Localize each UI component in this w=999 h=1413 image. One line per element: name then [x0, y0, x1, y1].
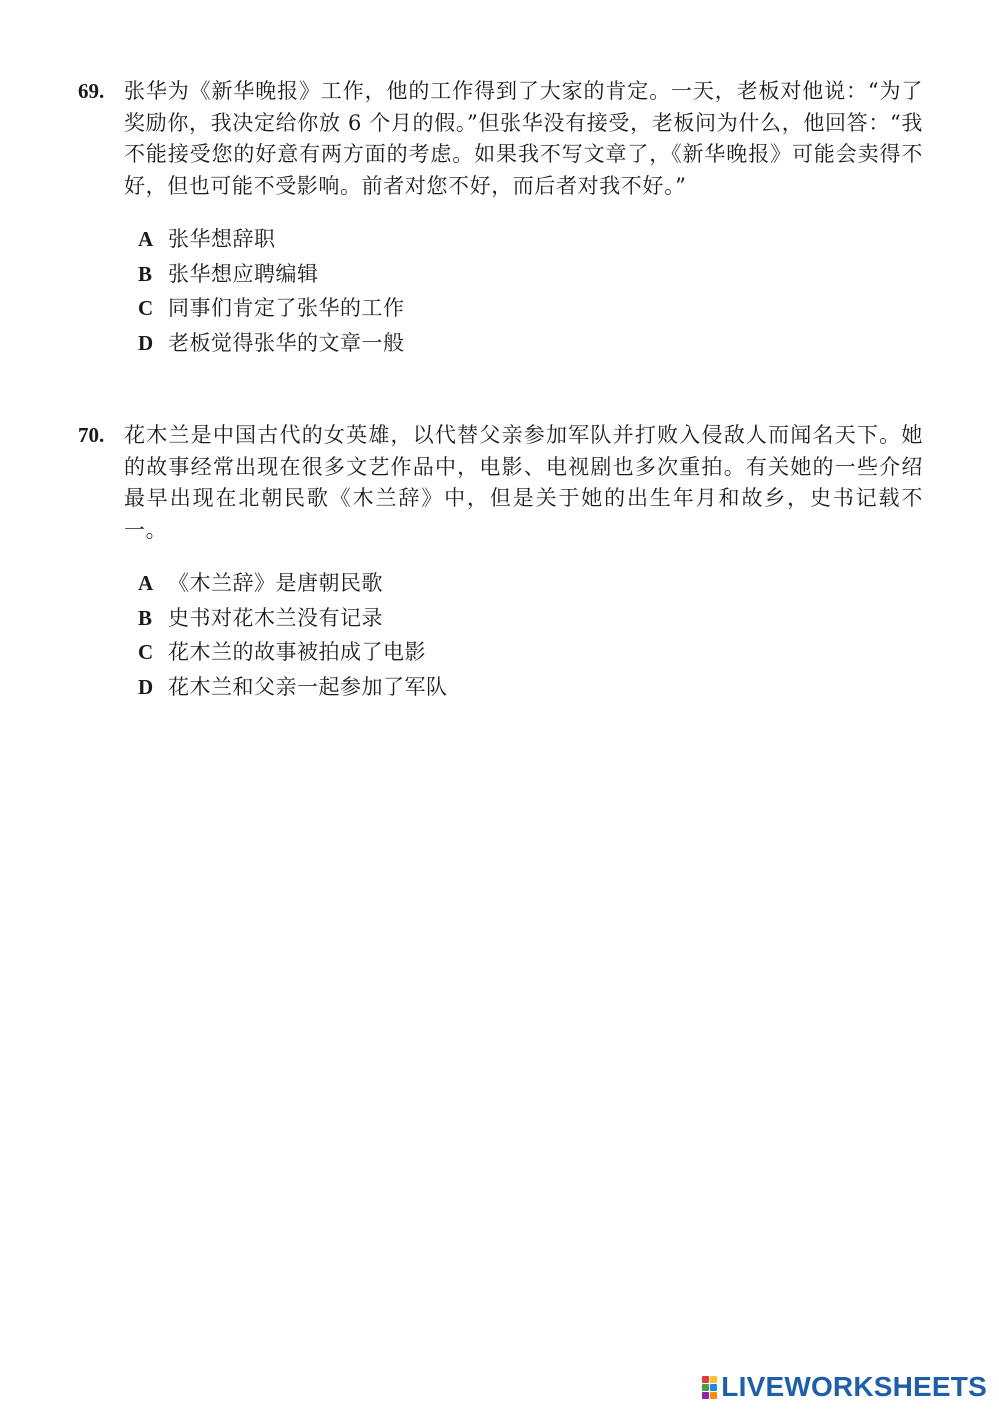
- option-letter: D: [138, 674, 154, 699]
- option-text: 花木兰和父亲一起参加了军队: [168, 674, 448, 699]
- option-text: 张华想辞职: [168, 227, 276, 251]
- option-text: 花木兰的故事被拍成了电影: [168, 640, 426, 664]
- option-letter: C: [138, 296, 154, 320]
- option-b[interactable]: [138, 601, 923, 636]
- answer-options: [78, 222, 923, 360]
- logo-square-icon: [710, 1376, 717, 1383]
- logo-square-icon: [710, 1392, 717, 1399]
- option-b[interactable]: [138, 257, 923, 292]
- answer-options: [78, 566, 923, 704]
- question-69: [78, 76, 923, 360]
- logo-square-icon: [702, 1376, 709, 1383]
- question-text: 花木兰是中国古代的女英雄，以代替父亲参加军队并打败入侵敌人而闻名天下。她的故事经常出现在很多文艺作品中，电影、电视剧也多次重拍。有关她的一些介绍最早出现在北朝民歌《木兰辞》中，但是关于她的出生年月和故乡，史书记载不一。: [124, 423, 923, 542]
- logo-text: LIVEWORKSHEETS: [721, 1371, 987, 1402]
- question-70: [78, 420, 923, 704]
- question-stem: [78, 76, 923, 202]
- option-text: 《木兰辞》是唐朝民歌: [168, 571, 383, 595]
- option-d[interactable]: [138, 670, 923, 705]
- option-letter: B: [138, 605, 153, 630]
- liveworksheets-logo: [702, 1371, 987, 1403]
- option-c[interactable]: [138, 635, 923, 670]
- option-d[interactable]: [138, 326, 923, 361]
- logo-square-icon: [702, 1384, 709, 1391]
- option-c[interactable]: [138, 291, 923, 326]
- question-number: 70.: [78, 423, 105, 447]
- option-a[interactable]: [138, 566, 923, 601]
- option-text: 史书对花木兰没有记录: [168, 605, 383, 630]
- question-text: 张华为《新华晚报》工作，他的工作得到了大家的肯定。一天，老板对他说：“为了奖励你，我决定给你放 6 个月的假。”但张华没有接受，老板问为什么，他回答：“我不能接受您的好意有两方面的考虑。如果我不写文章了，《新华晚报》可能会卖得不好，但也可能不受影响。前者对您不好，而后者对我不好。”: [124, 79, 923, 198]
- logo-square-icon: [702, 1392, 709, 1399]
- option-letter: B: [138, 261, 153, 286]
- option-a[interactable]: [138, 222, 923, 257]
- option-letter: A: [138, 227, 154, 251]
- question-stem: [78, 420, 923, 546]
- option-letter: C: [138, 640, 154, 664]
- logo-square-icon: [710, 1384, 717, 1391]
- liveworksheets-logo-icon: [702, 1376, 717, 1399]
- option-letter: A: [138, 571, 154, 595]
- option-text: 同事们肯定了张华的工作: [168, 296, 405, 320]
- question-number: 69.: [78, 79, 105, 103]
- option-text: 老板觉得张华的文章一般: [168, 330, 405, 355]
- option-letter: D: [138, 330, 154, 355]
- option-text: 张华想应聘编辑: [168, 261, 319, 286]
